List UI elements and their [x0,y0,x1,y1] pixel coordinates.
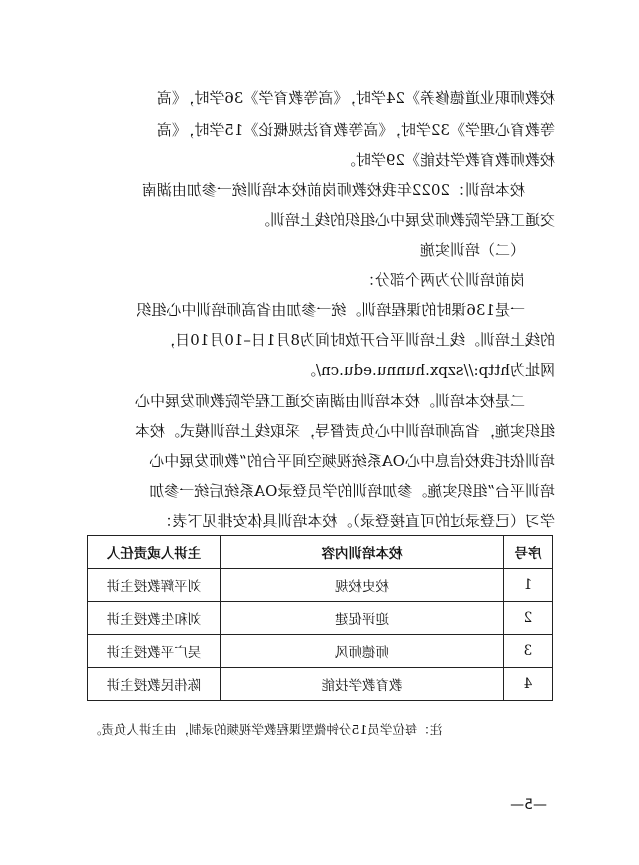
table-row [88,668,553,701]
paragraph-line: 校本培训：2022年我校教师岗前校本培训统一参加由湖南 [141,181,525,199]
cell-index: 2 [504,602,553,635]
table-row [88,569,553,602]
table-row [88,635,553,668]
paragraph-line: 二是校本培训。校本培训由湖南交通工程学院教师发展中心 [134,392,525,410]
paragraph-line: 组织实施，省高师培训中心负责督导，采取线上培训模式。校本 [134,422,555,440]
paragraph-line: 网址为http://szpx.hunnu.edu.cn/。 [300,361,555,379]
cell-content: 教育教学技能 [221,668,504,701]
column-header-content: 校本培训内容 [221,536,504,569]
table-row [88,602,553,635]
training-schedule-table [87,535,553,701]
table-note: 注：每位学员15分钟微型课程教学视频的录制，由主讲人负责。 [89,722,443,737]
cell-lecturer: 刘和生教授主讲 [88,602,221,635]
paragraph-line: 校教师职业道德修养》24学时，《高等教育学》36学时，《高 [156,89,555,107]
paragraph-line: 一是136课时的课程培训。统一参加由省高师培训中心组织 [136,301,525,319]
paragraph-line: 的线上培训。线上培训平台开放时间为8月1日–10月10日， [160,331,555,349]
column-header-lecturer: 主讲人或责任人 [88,536,221,569]
paragraph-line: 岗前培训分为两个部分： [359,271,525,289]
page-number: —5— [510,797,547,813]
cell-index: 4 [504,668,553,701]
column-header-index: 序号 [504,536,553,569]
cell-lecturer: 陈伟民教授主讲 [88,668,221,701]
paragraph-line: 等教育心理学》32学时，《高等教育法规概论》15学时，《高 [156,121,555,139]
section-heading: （二）培训实施 [419,241,525,259]
cell-index: 3 [504,635,553,668]
paragraph-line: 培训依托我校信息中心OA系统视频空间平台的“教师发展中心 [149,452,555,470]
cell-lecturer: 吴广平教授主讲 [88,635,221,668]
cell-lecturer: 刘平辉教授主讲 [88,569,221,602]
paragraph-line: 培训平台”组织实施。参加培训的学员登录OA系统后统一参加 [149,482,555,500]
cell-content: 迎评促建 [221,602,504,635]
cell-index: 1 [504,569,553,602]
paragraph-line: 学习（已登录过的可直接登录）。校本培训具体安排见下表： [157,512,555,530]
table-header-row [88,536,553,569]
cell-content: 校史校规 [221,569,504,602]
paragraph-line: 校教师教育教学技能》29学时。 [340,151,555,169]
paragraph-line: 交通工程学院教师发展中心组织的线上培训。 [254,211,555,229]
cell-content: 师德师风 [221,635,504,668]
